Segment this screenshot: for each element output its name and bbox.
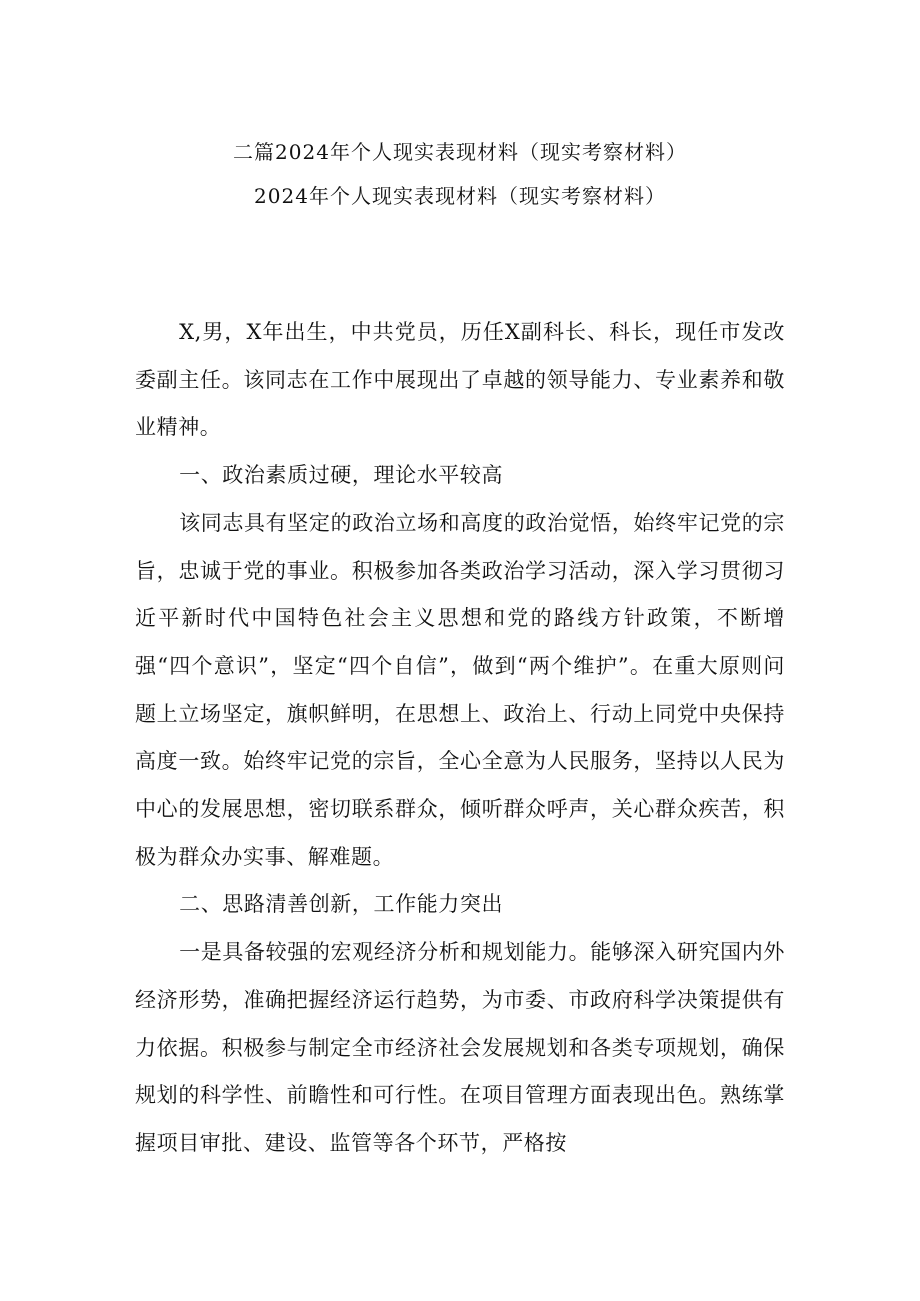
paragraph-ability: 一是具备较强的宏观经济分析和规划能力。能够深入研究国内外经济形势，准确把握经济运行趋势，为市委、市政府科学决策提供有力依据。积极参与制定全市经济社会发展规划和各类专项规划，确保规划的科学性、前瞻性和可行性。在项目管理方面表现出色。熟练掌握项目审批、建设、监管等各个环节，严格按 bbox=[135, 940, 785, 1155]
section-heading-2: 二、思路清善创新，工作能力突出 bbox=[179, 892, 504, 917]
paragraph-intro: X,男，X年出生，中共党员，历任X副科长、科长，现任市发改委副主任。该同志在工作中展现出了卓越的领导能力、专业素养和敬业精神。 bbox=[135, 320, 785, 440]
document-subtitle: 2024年个人现实表现材料（现实考察材料） bbox=[254, 184, 666, 208]
section-heading-1: 一、政治素质过硬，理论水平较高 bbox=[179, 463, 504, 488]
document-title: 二篇2024年个人现实表现材料（现实考察材料） bbox=[233, 140, 687, 164]
document-body bbox=[135, 309, 785, 1168]
paragraph-political: 该同志具有坚定的政治立场和高度的政治觉悟，始终牢记党的宗旨，忠诚于党的事业。积极参加各类政治学习活动，深入学习贯彻习近平新时代中国特色社会主义思想和党的路线方针政策，不断增强“四个意识”，坚定“四个自信”，做到“两个维护”。在重大原则问题上立场坚定，旗帜鲜明，在思想上、政治上、行动上同党中央保持高度一致。始终牢记党的宗旨，全心全意为人民服务，坚持以人民为中心的发展思想，密切联系群众，倾听群众呼声，关心群众疾苦，积极为群众办实事、解难题。 bbox=[135, 510, 785, 869]
